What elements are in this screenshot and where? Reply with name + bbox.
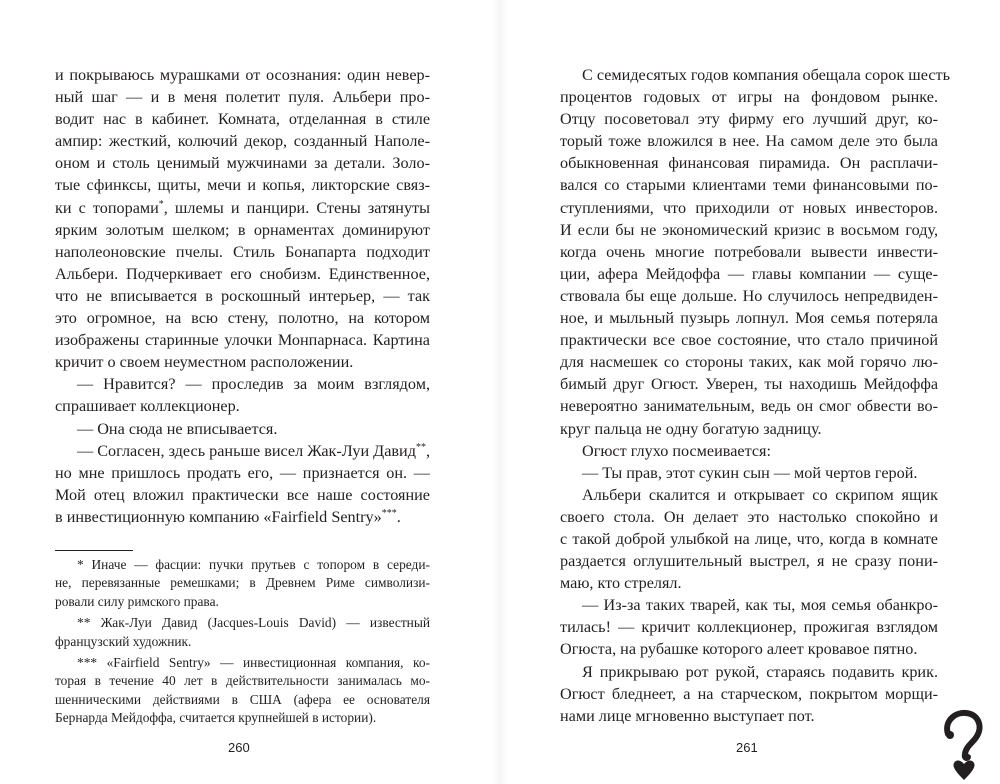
text-line: тые сфинксы, щиты, мечи и копья, ликторские связ- bbox=[55, 176, 430, 195]
text-fragment: . bbox=[396, 507, 401, 526]
text-line: что не вписывается в роскошный интерьер, — так bbox=[55, 286, 430, 305]
text-line: ное, и мыльный пузырь лопнул. Моя семья потеряла bbox=[560, 309, 938, 328]
text-line: круг пальца не одну богатую задницу. bbox=[560, 419, 822, 438]
footnote-line: французский художник. bbox=[55, 633, 192, 649]
footnotes bbox=[55, 556, 430, 728]
text-line: — Из-за таких тварей, как ты, моя семья обанкро- bbox=[582, 596, 938, 615]
footnote-line: шенническими действиями в США (афера ее основателя bbox=[55, 691, 430, 707]
text-line: тилась! — кричит коллекционер, прожигая взглядом bbox=[560, 618, 938, 637]
text-line: это огромное, на всю стену, полотно, на котором bbox=[55, 309, 430, 328]
text-fragment: ки с топорами bbox=[55, 198, 159, 217]
ornament-heart bbox=[953, 760, 974, 780]
text-line: Отцу посоветовал эту фирму его лучший друг, ко- bbox=[560, 110, 938, 129]
text-line: Альбери скалится и открывает со скрипом ящик bbox=[582, 485, 938, 504]
text-line: своего стола. Он делает это настолько спокойно и bbox=[560, 507, 938, 526]
text-line bbox=[55, 506, 430, 528]
text-line: ции, афера Мейдоффа — главы компании — суще- bbox=[560, 264, 938, 283]
text-line: раздается оглушительный выстрел, я не сразу пони- bbox=[560, 552, 938, 571]
text-line: маю, кто стрелял. bbox=[560, 574, 682, 593]
footnote-separator bbox=[55, 550, 133, 551]
text-line: оном и столь ценимый мужчинами за детали. Золо- bbox=[55, 154, 430, 173]
text-line: — Нравится? — проследив за моим взглядом, bbox=[77, 375, 430, 394]
footnote-line: *** «Fairfield Sentry» — инвестиционная компания, ко- bbox=[77, 654, 430, 670]
page-number: 261 bbox=[736, 740, 758, 755]
ornament-dot bbox=[946, 731, 954, 739]
text-line: — Ты прав, этот сукин сын — мой чертов герой. bbox=[582, 463, 918, 482]
text-line: ный шаг — и в меня полетит пуля. Альбери про- bbox=[55, 88, 430, 107]
right-page-text bbox=[560, 64, 950, 727]
text-line: нами лице мгновенно выступает пот. bbox=[560, 706, 815, 725]
text-line: для насмешек со стороны таких, как мой горячо лю- bbox=[560, 353, 938, 372]
text-line: но мне пришлось продать его, — признается он. — bbox=[55, 463, 430, 482]
text-line: кричит о своем неуместном расположении. bbox=[55, 353, 354, 372]
text-line: невероятно занимательным, ведь он смог обвести во- bbox=[560, 397, 938, 416]
page-number: 260 bbox=[228, 740, 250, 755]
footnote-line: не, перевязанные ремешками; в Древнем Риме символизи- bbox=[55, 575, 430, 591]
text-line: наполеоновские пчелы. Стиль Бонапарта подходит bbox=[55, 242, 430, 261]
text-line bbox=[55, 440, 430, 462]
text-line: ярким золотым шелком; в орнаментах доминируют bbox=[55, 220, 430, 239]
text-line: И если бы не экономический кризис в восьмом году, bbox=[560, 220, 938, 239]
text-line: вался со старыми клиентами теми финансовыми по- bbox=[560, 176, 938, 195]
text-line: ствовала бы еще дольше. Но случилось непредвиден- bbox=[560, 286, 938, 305]
text-line: бимый друг Огюст. Уверен, ты находишь Мейдоффа bbox=[560, 375, 938, 394]
text-line: Огюста, на рубашке которого алеет кровавое пятно. bbox=[560, 640, 918, 659]
text-line: практически все свое состояние, что стало причиной bbox=[560, 331, 938, 350]
footnote-line: ** Жак-Луи Давид (Jacques-Louis David) — известный bbox=[77, 615, 430, 631]
text-line: С семидесятых годов компания обещала сорок шесть bbox=[582, 66, 950, 84]
footnote-line: Бернарда Мейдоффа, считается крупнейшей в истории). bbox=[55, 710, 377, 726]
text-line: — Она сюда не вписывается. bbox=[77, 419, 278, 438]
text-line: изображены старинные улочки Монпарнаса. Картина bbox=[55, 331, 430, 350]
footnote-mark: * bbox=[158, 198, 164, 210]
footnote-line: ровали силу римского права. bbox=[55, 593, 219, 609]
footnote-mark: ** bbox=[415, 441, 426, 453]
text-line: Мой отец вложил практически все наше состояние bbox=[55, 485, 430, 504]
text-line: Я прикрываю рот рукой, стараясь подавить крик. bbox=[582, 662, 938, 681]
text-line: когда очень многие потребовали вывести инвести- bbox=[560, 242, 938, 261]
text-line bbox=[55, 197, 430, 219]
text-line: и покрываюсь мурашками от осознания: один невер- bbox=[55, 66, 430, 84]
text-line: Огюст глухо посмеивается: bbox=[582, 441, 771, 460]
text-line: ступлениями, что приходили от новых инвесторов. bbox=[560, 198, 938, 217]
text-line: спрашивает коллекционер. bbox=[55, 397, 240, 416]
text-line: торый тоже вложился в нее. На самом деле это была bbox=[560, 132, 938, 151]
book-gutter bbox=[492, 0, 508, 784]
left-page-text bbox=[55, 64, 430, 528]
footnote-line: * Иначе — фасции: пучки прутьев с топором в середи- bbox=[77, 557, 430, 572]
heart-question-ornament-icon bbox=[942, 708, 986, 780]
text-line: с такой доброй улыбкой на лице, что, когда в комнате bbox=[560, 529, 938, 548]
text-line: обыкновенная финансовая пирамида. Он расплачи- bbox=[560, 154, 938, 173]
text-line: процентов годовых от игры на фондовом рынке. bbox=[560, 88, 938, 107]
text-fragment: , bbox=[425, 441, 430, 460]
text-fragment: — Согласен, здесь раньше висел Жак-Луи Давид bbox=[77, 441, 416, 460]
text-fragment: в инвестиционную компанию «Fairfield Sentry» bbox=[55, 507, 382, 526]
text-line: Огюст бледнеет, а на старческом, покрытом морщи- bbox=[560, 684, 938, 703]
text-line: водит нас в кабинет. Комната, отделанная в стиле bbox=[55, 110, 430, 129]
text-line: ампир: жесткий, колючий декор, созданный Наполе- bbox=[55, 132, 430, 151]
footnote-mark: *** bbox=[381, 507, 397, 519]
text-fragment: , шлемы и панцири. Стены затянуты bbox=[163, 198, 430, 217]
footnote-line: торая в течение 40 лет в действительности занималась мо- bbox=[55, 673, 430, 689]
text-line: Альбери. Подчеркивает его снобизм. Единственное, bbox=[55, 264, 430, 283]
